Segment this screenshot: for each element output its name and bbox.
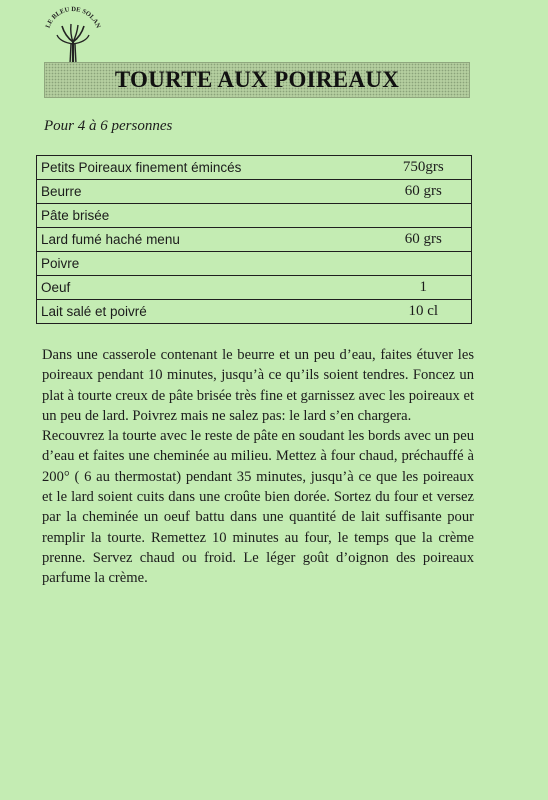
ingredient-quantity: 750grs [376,156,472,180]
method-text [42,345,474,589]
ingredient-name: Oeuf [37,276,376,300]
ingredient-quantity: 60 grs [376,228,472,252]
ingredient-row [37,228,472,252]
ingredient-row [37,252,472,276]
recipe-title: TOURTE AUX POIREAUX [114,67,400,92]
ingredient-quantity: 10 cl [376,300,472,324]
ingredient-quantity [376,252,472,276]
ingredient-name: Beurre [37,180,376,204]
ingredient-row [37,156,472,180]
ingredient-quantity: 1 [376,276,472,300]
ingredient-row [37,276,472,300]
ingredient-row [37,180,472,204]
title-banner [44,62,470,98]
logo-text: LE BLEU DE SOLAN [44,6,102,30]
ingredient-quantity: 60 grs [376,180,472,204]
ingredient-name: Lait salé et poivré [37,300,376,324]
ingredient-row [37,204,472,228]
ingredients-table [36,155,472,324]
method-paragraph: Recouvrez la tourte avec le reste de pâte en soudant les bords avec un peu d’eau et faites une cheminée au milieu. Mettez à four chaud, préchauffé à 200° ( 6 au thermostat) pendant 35 minutes, jusqu’à ce que les poireaux et le lard soient cuits dans une croûte bien dorée. Sortez du four et versez par la cheminée un oeuf battu dans une quantité de lait suffisante pour remplir la tourte. Remettez 10 minutes au four, le temps que la crème prenne. Servez chaud ou froid. Le léger goût d’oignon des poireaux parfume la crème. [42,428,474,587]
method-paragraph: Dans une casserole contenant le beurre et un peu d’eau, faites étuver les poireaux pendant 10 minutes, jusqu’à ce qu’ils soient tendres. Foncez un plat à tourte creux de pâte brisée très fine et garnissez avec les poireaux et un peu de lard. Poivrez mais ne salez pas: le lard s’en chargera. [42,347,474,424]
ingredient-name: Petits Poireaux finement émincés [37,156,376,180]
ingredient-row [37,300,472,324]
ingredient-quantity [376,204,472,228]
ingredient-name: Poivre [37,252,376,276]
servings-text: Pour 4 à 6 personnes [44,118,173,134]
ingredient-name: Pâte brisée [37,204,376,228]
leek-logo-icon [40,6,106,66]
ingredient-name: Lard fumé haché menu [37,228,376,252]
svg-text:LE BLEU DE SOLAN [44,6,101,29]
